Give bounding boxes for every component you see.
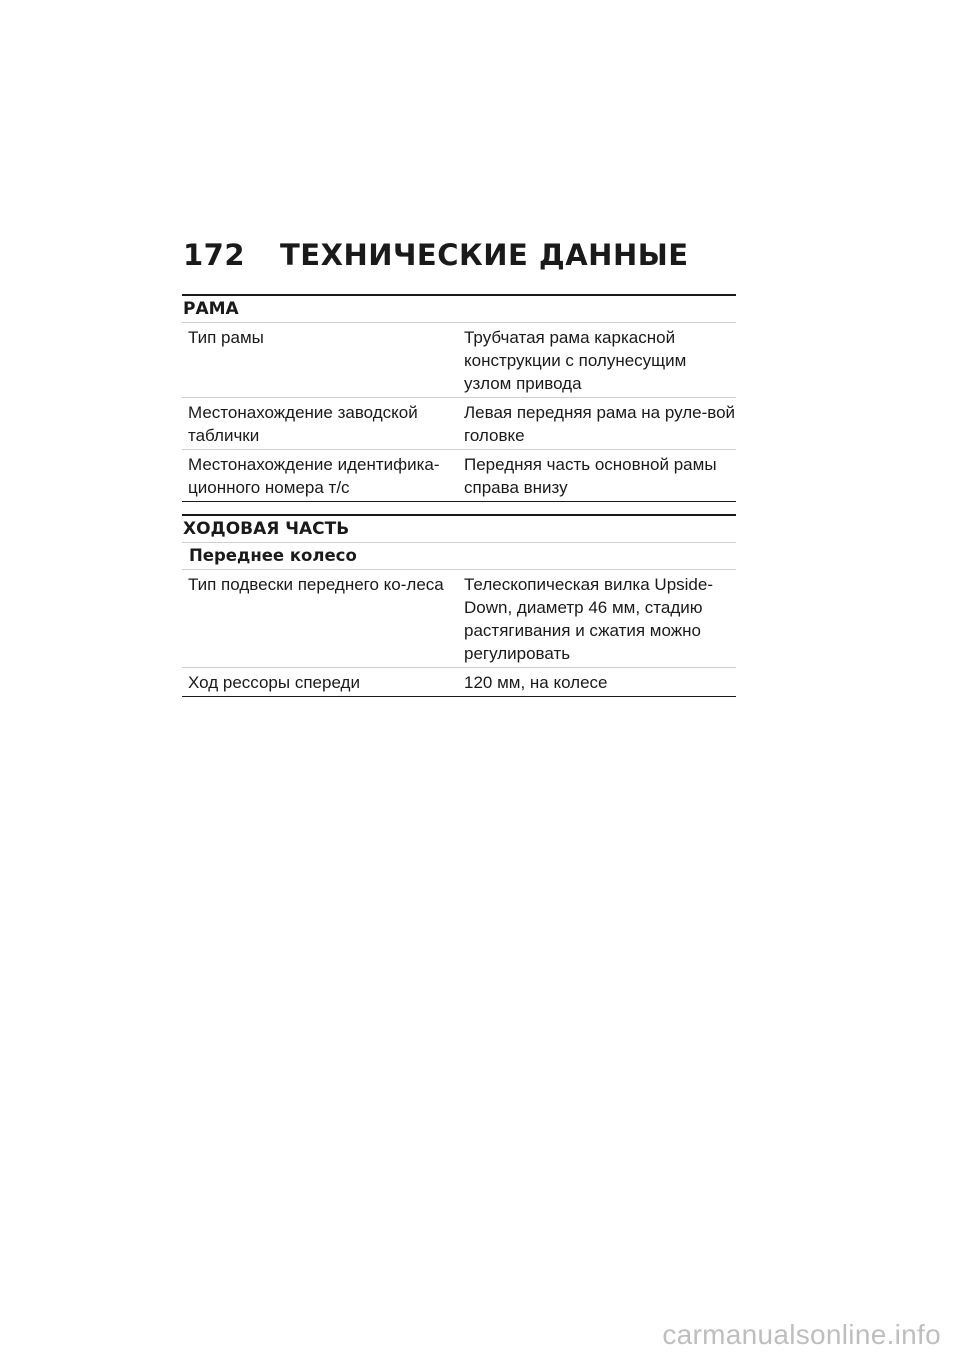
table-row — [182, 668, 736, 697]
spec-key: Тип рамы — [188, 328, 264, 347]
table-row — [182, 398, 736, 450]
spec-key: Тип подвески переднего ко-леса — [188, 575, 444, 594]
section-frame — [182, 294, 736, 502]
spec-value: 120 мм, на колесе — [464, 673, 608, 692]
subheading-front-wheel: Переднее колесо — [182, 543, 736, 570]
spec-value: Телескопическая вилка Upside-Down, диаметр 46 мм, стадию растягивания и сжатия можно регулировать — [464, 575, 713, 663]
page-header — [183, 238, 743, 272]
page-number: 172 — [183, 238, 246, 272]
spec-key: Ход рессоры спереди — [188, 673, 360, 692]
table-row — [182, 323, 736, 398]
spec-value: Передняя часть основной рамы справа внизу — [464, 455, 717, 497]
section-title-frame: РАМА — [182, 294, 736, 323]
spec-value: Трубчатая рама каркасной конструкции с полунесущим узлом привода — [464, 328, 687, 393]
section-title-chassis: ХОДОВАЯ ЧАСТЬ — [182, 514, 736, 543]
section-chassis — [182, 514, 736, 697]
table-row — [182, 570, 736, 668]
spec-value: Левая передняя рама на руле-вой головке — [464, 403, 736, 445]
page-title: ТЕХНИЧЕСКИЕ ДАННЫЕ — [280, 238, 689, 272]
table-row — [182, 450, 736, 502]
watermark: carmanualsonline.info — [662, 1319, 941, 1350]
spec-key: Местонахождение идентифика-ционного номера т/с — [188, 455, 440, 497]
spec-key: Местонахождение заводской таблички — [188, 403, 418, 445]
